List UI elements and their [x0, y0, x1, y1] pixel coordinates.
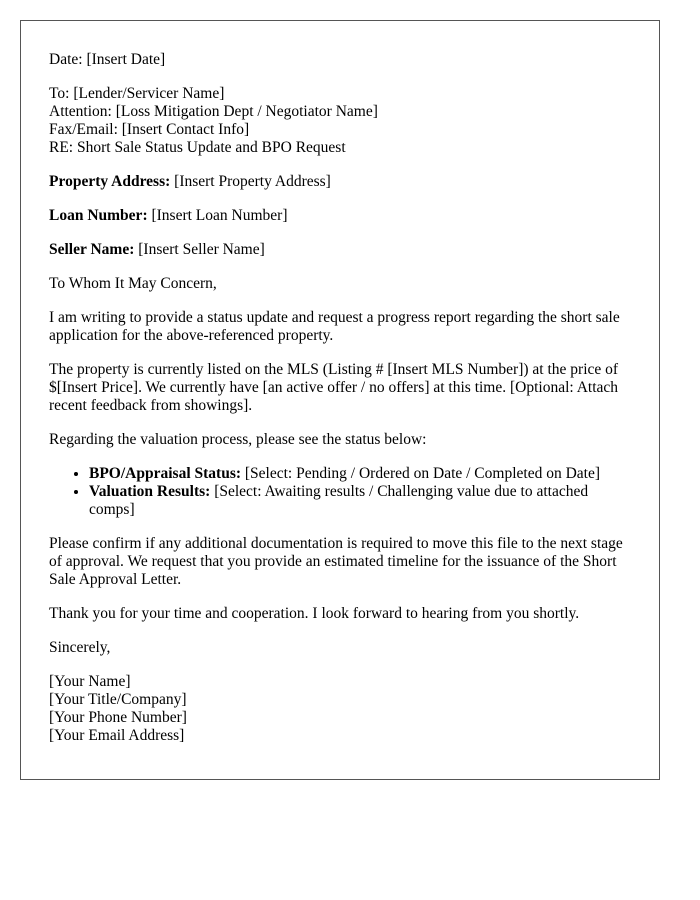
property-address-label: Property Address: — [49, 173, 171, 190]
signature-name: [Your Name] — [49, 673, 131, 690]
signature-title: [Your Title/Company] — [49, 691, 187, 708]
salutation: To Whom It May Concern, — [49, 275, 217, 292]
request-paragraph: Please confirm if any additional documentation is required to move this file to the next stage of approval. We request that you provide an estimated timeline for the issuance of the Short Sale Approval Letter. — [49, 535, 623, 588]
valuation-results-value: [Select: Awaiting results / Challenging value due to attached comps] — [89, 483, 589, 518]
letter-document — [20, 20, 660, 780]
subject-line: RE: Short Sale Status Update and BPO Request — [49, 139, 346, 156]
valuation-intro: Regarding the valuation process, please see the status below: — [49, 431, 427, 448]
thanks-paragraph: Thank you for your time and cooperation. I look forward to hearing from you shortly. — [49, 605, 580, 622]
bpo-status-label: BPO/Appraisal Status: — [89, 465, 242, 482]
seller-name-label: Seller Name: — [49, 241, 135, 258]
list-item — [89, 465, 631, 483]
loan-number-field — [49, 207, 631, 225]
listing-paragraph: The property is currently listed on the MLS (Listing # [Insert MLS Number]) at the price of $[Insert Price]. We currently have [an active offer / no offers] at this time. [Optional: Attach recent feedback from showings]. — [49, 361, 619, 414]
intro-paragraph: I am writing to provide a status update and request a progress report regarding the short sale application for the above-referenced property. — [49, 309, 620, 344]
valuation-results-label: Valuation Results: — [89, 483, 211, 500]
signature-email: [Your Email Address] — [49, 727, 185, 744]
recipient-attention: Attention: [Loss Mitigation Dept / Negotiator Name] — [49, 103, 378, 120]
date-line: Date: [Insert Date] — [49, 51, 166, 68]
property-address-field — [49, 173, 631, 191]
recipient-to: To: [Lender/Servicer Name] — [49, 85, 225, 102]
valuation-status-list — [49, 465, 631, 519]
loan-number-value: [Insert Loan Number] — [147, 207, 288, 224]
recipient-block — [49, 85, 631, 157]
seller-name-value: [Insert Seller Name] — [134, 241, 265, 258]
recipient-contact: Fax/Email: [Insert Contact Info] — [49, 121, 250, 138]
loan-number-label: Loan Number: — [49, 207, 148, 224]
property-address-value: [Insert Property Address] — [170, 173, 331, 190]
signature-block — [49, 673, 631, 745]
list-item — [89, 483, 631, 519]
bpo-status-value: [Select: Pending / Ordered on Date / Completed on Date] — [241, 465, 600, 482]
seller-name-field — [49, 241, 631, 259]
closing: Sincerely, — [49, 639, 111, 656]
signature-phone: [Your Phone Number] — [49, 709, 187, 726]
